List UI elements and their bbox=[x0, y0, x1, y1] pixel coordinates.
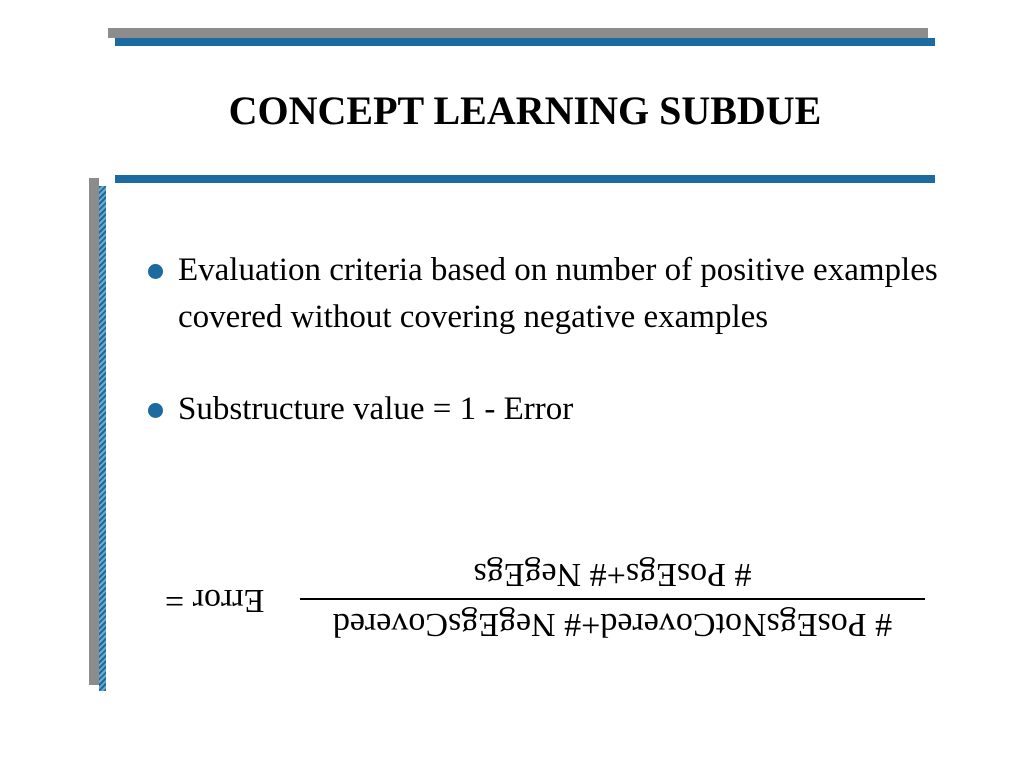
error-equation bbox=[165, 550, 935, 650]
equation-denominator: # PosEgsNotCovered+# NegEgsCovered bbox=[332, 606, 893, 643]
bullet-text: Substructure value = 1 - Error bbox=[178, 391, 574, 427]
equation-fraction bbox=[300, 550, 925, 650]
bullet-item bbox=[145, 386, 945, 433]
left-pattern-strip bbox=[99, 186, 106, 691]
bullet-dot-icon bbox=[148, 403, 163, 418]
bullet-list bbox=[145, 247, 945, 478]
title-underline-bar bbox=[115, 175, 935, 183]
bullet-item bbox=[145, 247, 945, 341]
left-gray-strip bbox=[89, 178, 99, 685]
equation-numerator: # PosEgs+# NegEgs bbox=[473, 556, 752, 593]
slide-title: CONCEPT LEARNING SUBDUE bbox=[228, 88, 822, 133]
top-gray-bar bbox=[108, 28, 928, 38]
fraction-line bbox=[300, 598, 925, 600]
bullet-dot-icon bbox=[148, 264, 163, 279]
bullet-text: Evaluation criteria based on number of positive examples covered without covering negative examples bbox=[178, 252, 938, 335]
top-blue-bar bbox=[115, 38, 935, 46]
equation-lhs: Error = bbox=[165, 582, 265, 619]
